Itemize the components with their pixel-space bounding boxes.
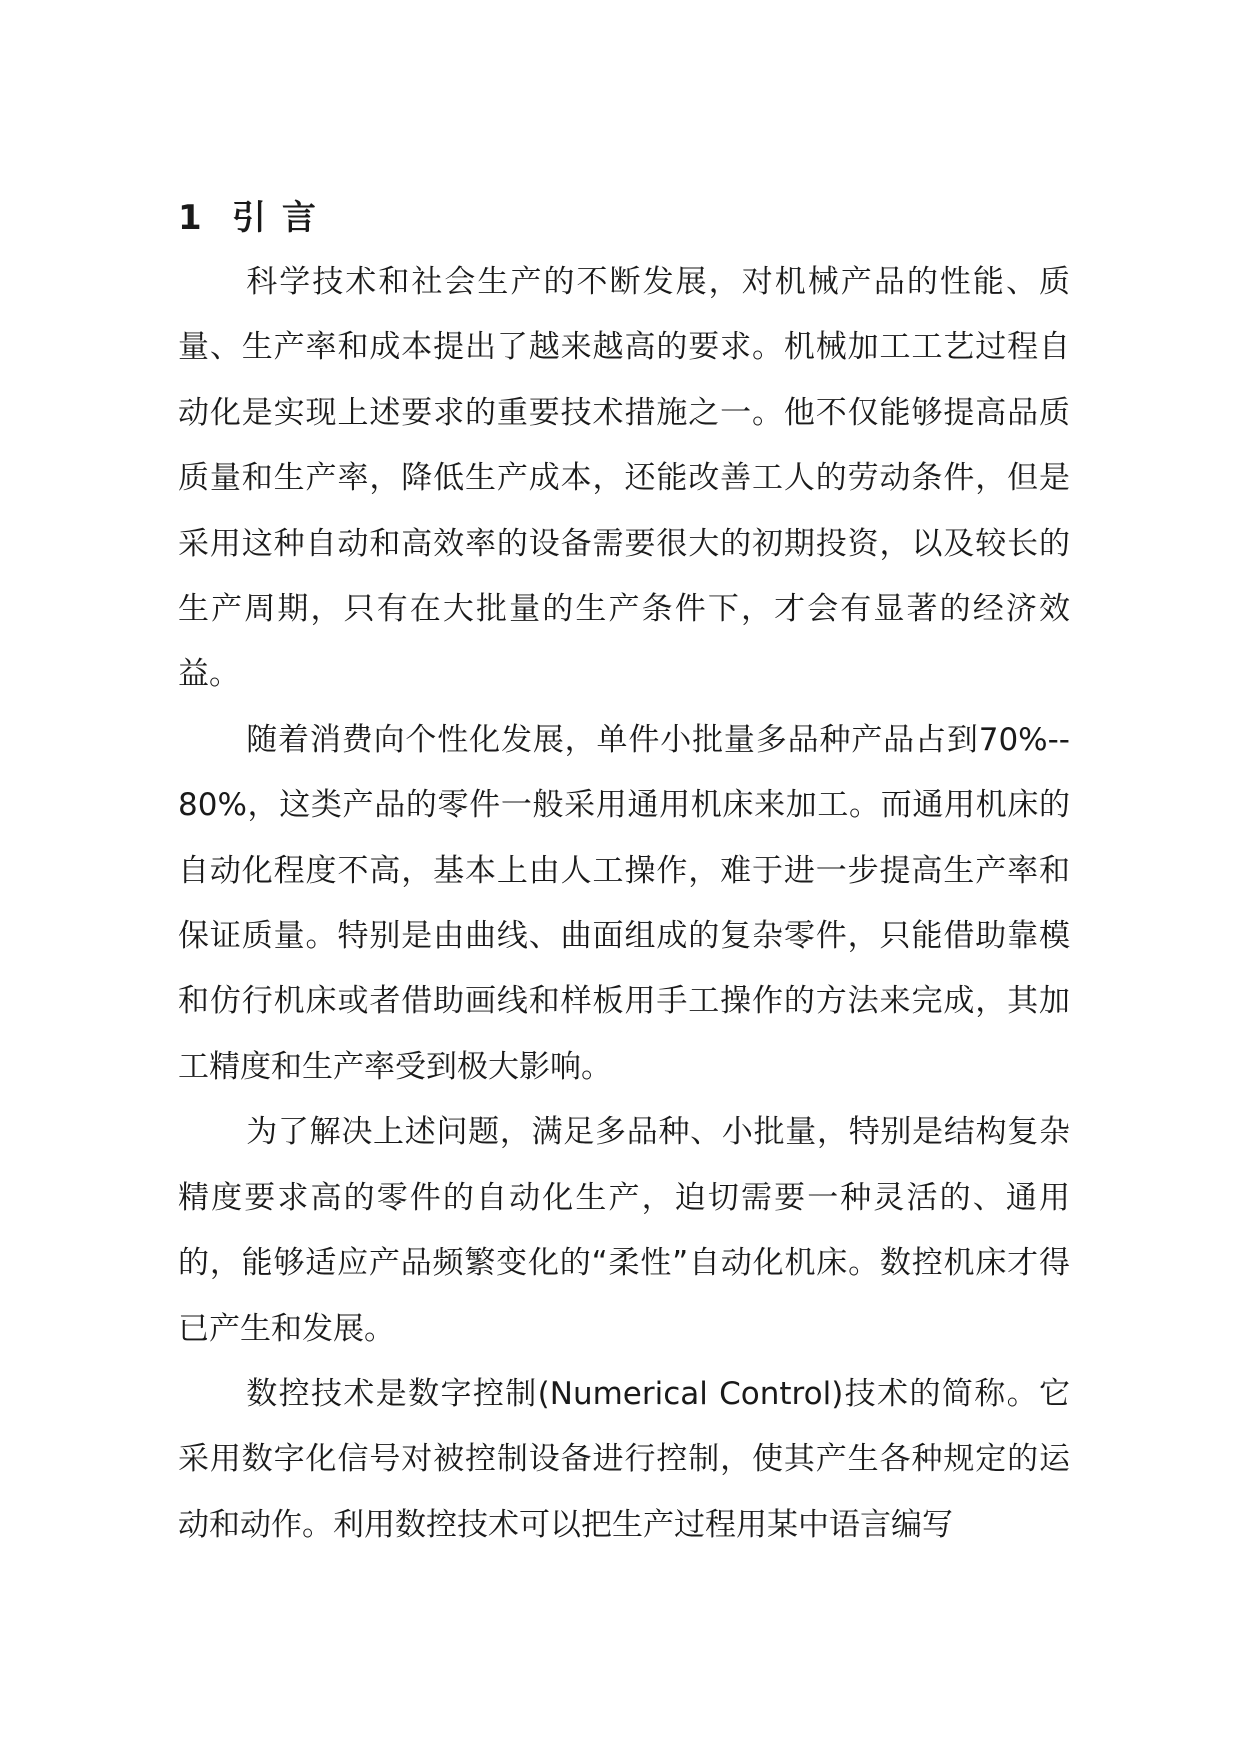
paragraph-1: 科学技术和社会生产的不断发展，对机械产品的性能、质量、生产率和成本提出了越来越高的要求。机械加工工艺过程自动化是实现上述要求的重要技术措施之一。他不仅能够提高品质质量和生产率，降低生产成本，还能改善工人的劳动条件，但是采用这种自动和高效率的设备需要很大的初期投资，以及较长的生产周期，只有在大批量的生产条件下，才会有显著的经济效益。 (178, 264, 1070, 693)
paragraph-4: 数控技术是数字控制(Numerical Control)技术的简称。它采用数字化信号对被控制设备进行控制，使其产生各种规定的运动和动作。利用数控技术可以把生产过程用某中语言编写 (178, 1375, 1070, 1543)
section-heading (178, 190, 1070, 246)
paragraph-3: 为了解决上述问题，满足多品种、小批量，特别是结构复杂精度要求高的零件的自动化生产，迫切需要一种灵活的、通用的，能够适应产品频繁变化的“柔性”自动化机床。数控机床才得已产生和发展。 (178, 1114, 1070, 1347)
section-title: 引 言 (232, 198, 318, 238)
paragraph-2: 随着消费向个性化发展，单件小批量多品种产品占到70%--80%，这类产品的零件一般采用通用机床来加工。而通用机床的自动化程度不高，基本上由人工操作，难于进一步提高生产率和保证质量。特别是由曲线、曲面组成的复杂零件，只能借助靠模和仿行机床或者借助画线和样板用手工操作的方法来完成，其加工精度和生产率受到极大影响。 (178, 721, 1070, 1085)
document-page (178, 190, 1070, 1558)
section-number: 1 (178, 198, 204, 238)
